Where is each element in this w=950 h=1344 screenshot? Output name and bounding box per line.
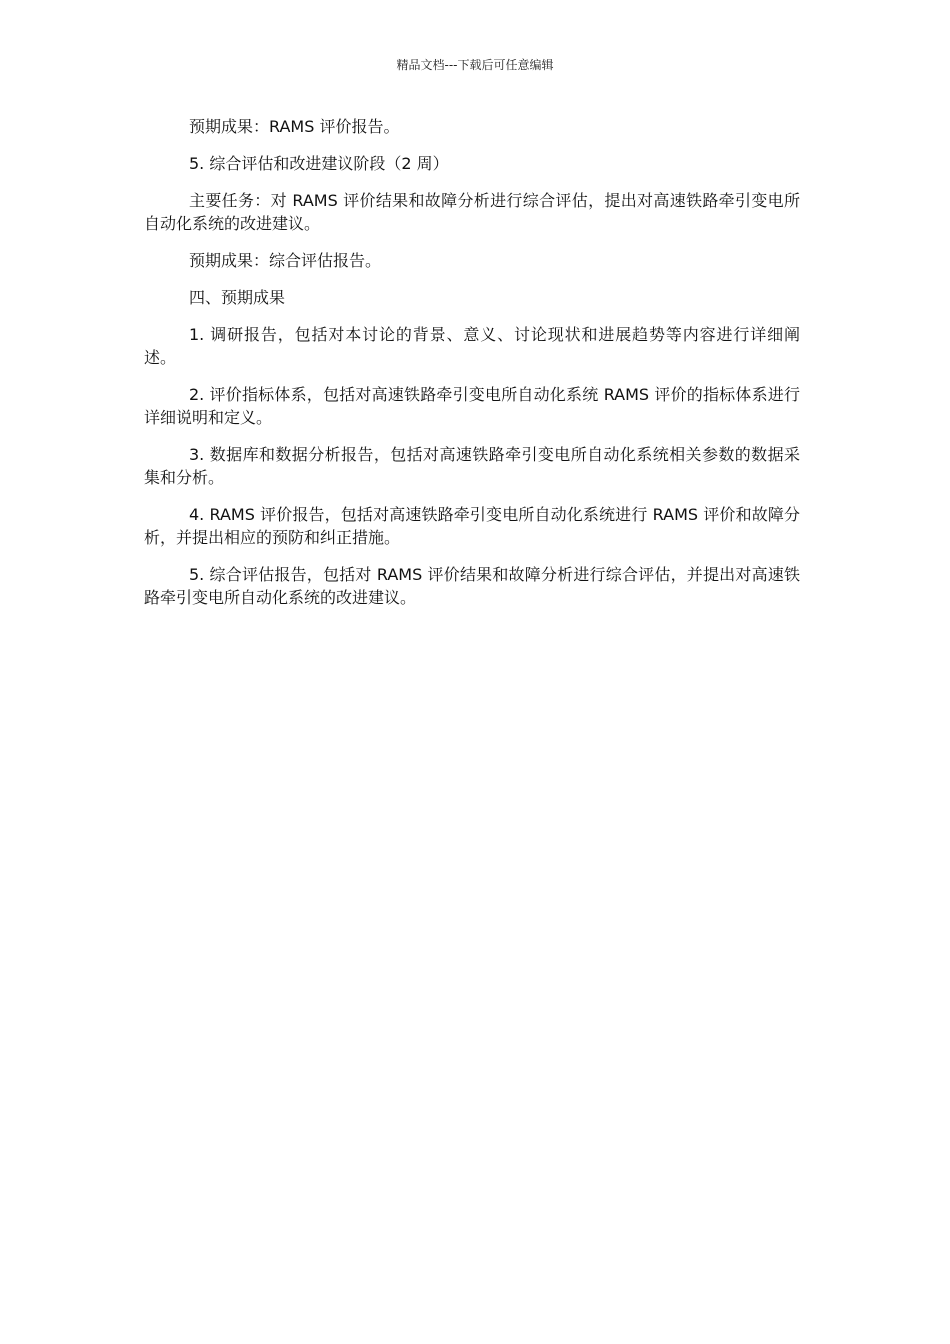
list-item-index-system: 2. 评价指标体系，包括对高速铁路牵引变电所自动化系统 RAMS 评价的指标体系进行详细说明和定义。: [144, 385, 800, 427]
page-header: 精品文档---下载后可任意编辑: [396, 58, 554, 72]
list-item-rams-report: 4. RAMS 评价报告，包括对高速铁路牵引变电所自动化系统进行 RAMS 评价和故障分析，并提出相应的预防和纠正措施。: [144, 505, 800, 547]
list-item-research-report: 1. 调研报告，包括对本讨论的背景、意义、讨论现状和进展趋势等内容进行详细阐述。: [144, 325, 800, 367]
list-item-database-report: 3. 数据库和数据分析报告，包括对高速铁路牵引变电所自动化系统相关参数的数据采集和分析。: [144, 445, 800, 487]
section-heading-expected-results: 四、预期成果: [189, 288, 286, 307]
paragraph-expected-result-rams: 预期成果：RAMS 评价报告。: [189, 117, 400, 136]
paragraph-stage-5-heading: 5. 综合评估和改进建议阶段（2 周）: [189, 154, 449, 173]
paragraph-expected-result-comprehensive: 预期成果：综合评估报告。: [189, 251, 382, 270]
list-item-comprehensive-report: 5. 综合评估报告，包括对 RAMS 评价结果和故障分析进行综合评估，并提出对高速铁路牵引变电所自动化系统的改进建议。: [144, 565, 800, 607]
paragraph-main-tasks: 主要任务：对 RAMS 评价结果和故障分析进行综合评估，提出对高速铁路牵引变电所自动化系统的改进建议。: [144, 191, 800, 233]
document-body: [144, 115, 800, 623]
